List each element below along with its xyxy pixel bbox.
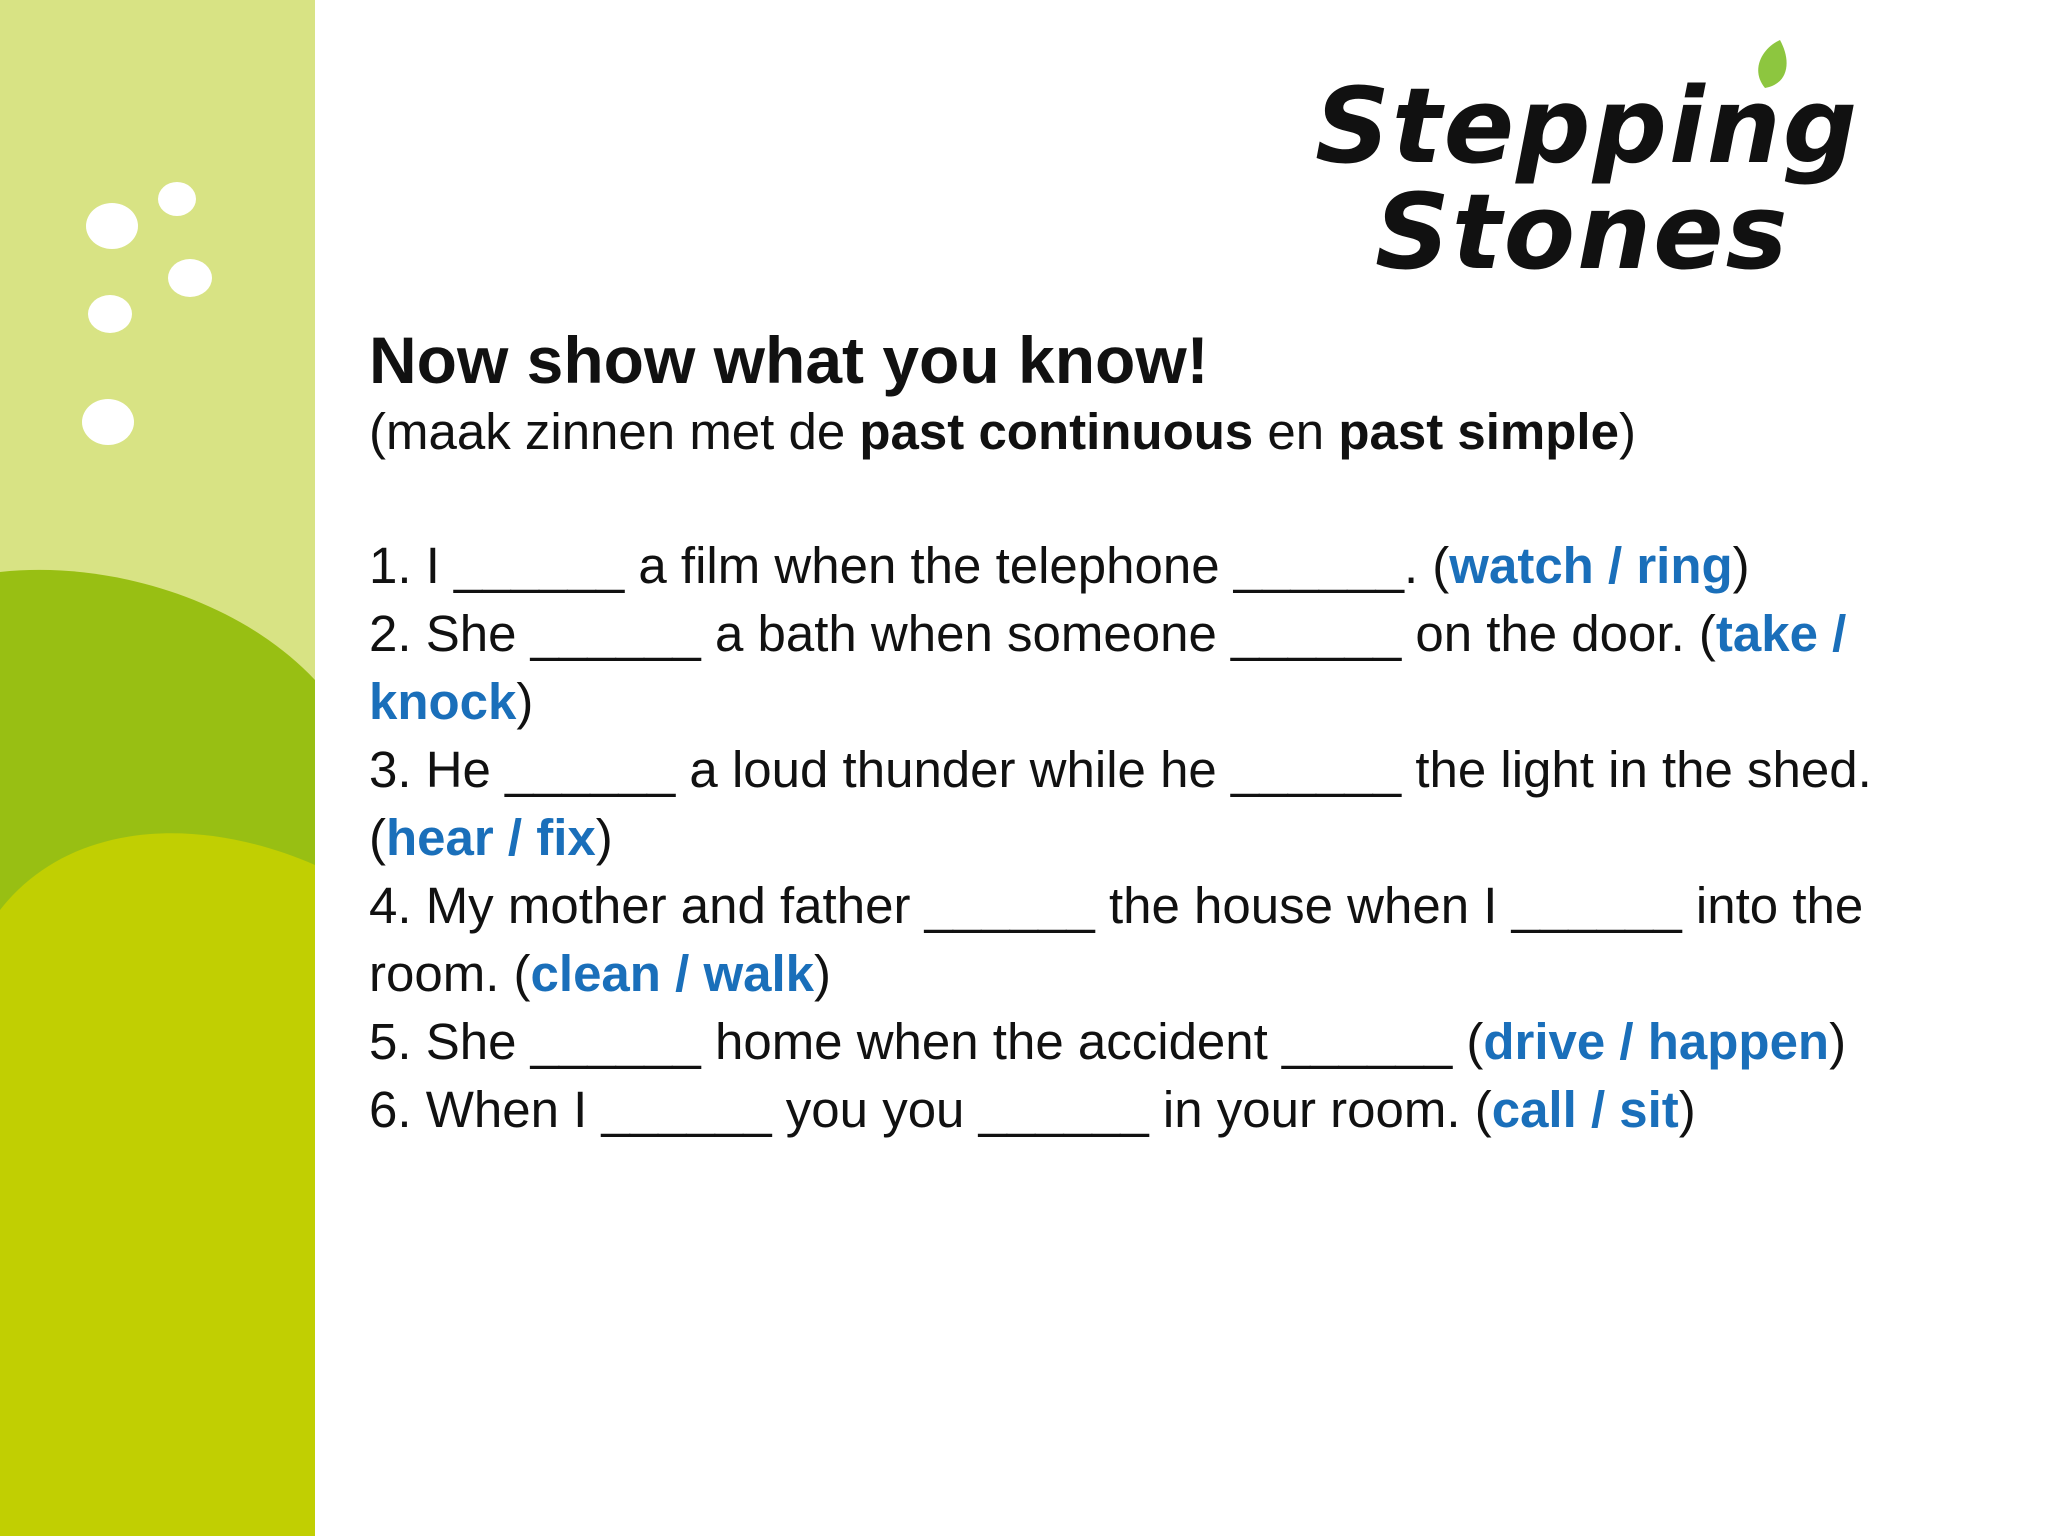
subtitle-term-past-continuous: past continuous <box>859 403 1254 460</box>
exercise-item-2 <box>369 600 1929 736</box>
logo-graphic <box>1310 40 2020 293</box>
item-text: 2. She ______ a bath when someone ______ on the door. ( <box>369 605 1716 662</box>
exercise-item-3 <box>369 736 1929 872</box>
logo-line-2: Stones <box>1375 171 1790 293</box>
subtitle-close: ) <box>1618 403 1636 460</box>
item-text: 4. My mother and father ______ the house when I ______ into the room. ( <box>369 877 1864 1002</box>
exercise-item-1 <box>369 532 1929 600</box>
item-close: ) <box>814 945 832 1002</box>
exercise-list <box>369 532 1929 1144</box>
sidebar-graphic <box>0 0 315 1536</box>
decorative-sidebar <box>0 0 315 1536</box>
logo-line-1: Stepping <box>1315 65 1860 187</box>
subtitle-mid: en <box>1253 403 1339 460</box>
verb-hint: hear / fix <box>385 809 596 866</box>
exercise-item-5 <box>369 1008 1929 1076</box>
instruction-subtitle <box>369 400 1929 464</box>
verb-hint: clean / walk <box>530 945 815 1002</box>
subtitle-term-past-simple: past simple <box>1338 403 1619 460</box>
item-close: ) <box>1829 1013 1847 1070</box>
item-text: 3. He ______ a loud thunder while he ______ the light in the shed. ( <box>369 741 1872 866</box>
sidebar-dot <box>82 399 134 445</box>
stepping-stones-logo <box>1310 40 2020 293</box>
verb-hint: drive / happen <box>1483 1013 1830 1070</box>
item-close: ) <box>1732 537 1750 594</box>
page-title: Now show what you know! <box>369 323 1209 397</box>
item-close: ) <box>595 809 613 866</box>
item-text: 6. When I ______ you you ______ in your room. ( <box>369 1081 1492 1138</box>
sidebar-dot <box>86 203 138 249</box>
item-text: 1. I ______ a film when the telephone ______. ( <box>369 537 1450 594</box>
verb-hint: call / sit <box>1491 1081 1679 1138</box>
sidebar-dot <box>88 295 132 333</box>
exercise-item-6 <box>369 1076 1929 1144</box>
exercise-item-4 <box>369 872 1929 1008</box>
item-close: ) <box>1678 1081 1696 1138</box>
worksheet-content <box>369 320 1929 1144</box>
item-close: ) <box>516 673 534 730</box>
sidebar-wave-lime <box>0 833 315 1536</box>
verb-hint: watch / ring <box>1449 537 1733 594</box>
item-text: 5. She ______ home when the accident ______ ( <box>369 1013 1484 1070</box>
sidebar-dot <box>168 259 212 297</box>
subtitle-open: (maak zinnen met de <box>369 403 860 460</box>
sidebar-dot <box>158 182 196 216</box>
verb-hint: take / knock <box>369 605 1847 730</box>
